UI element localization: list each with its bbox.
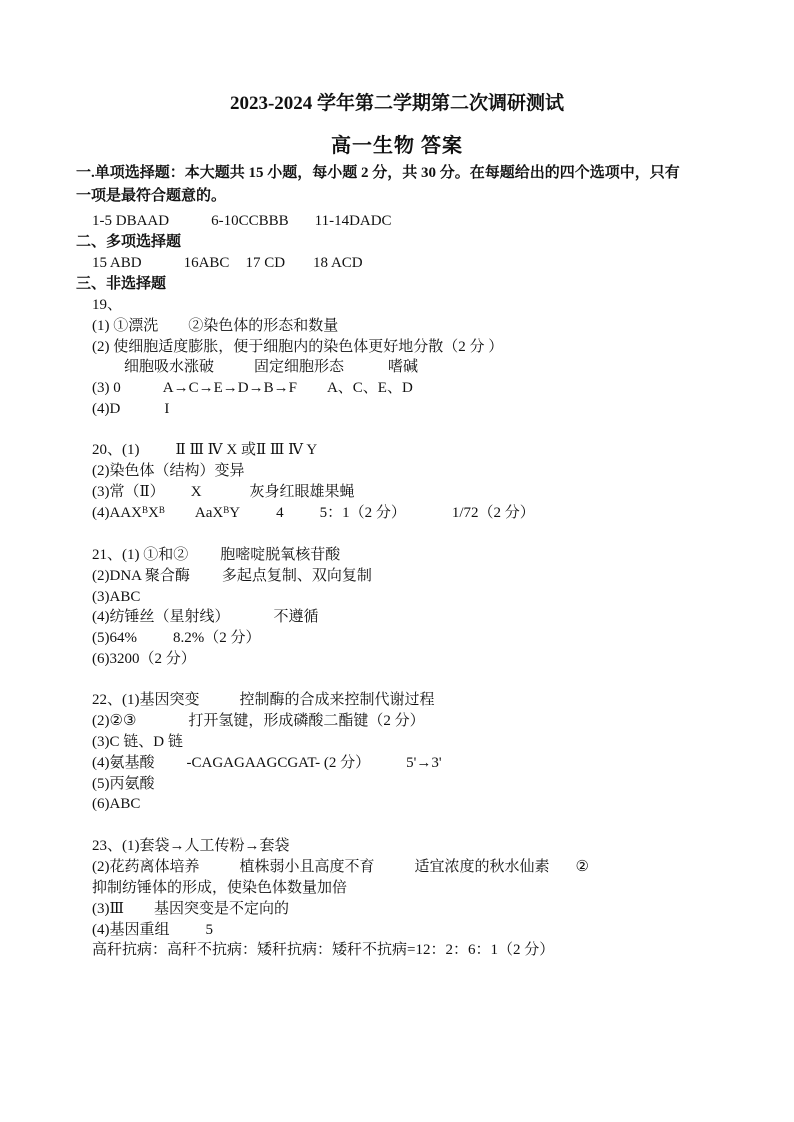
q19-answer-2-cont [124,358,418,376]
answer-part: 适宜浓度的秋水仙素 [414,859,550,875]
answer-part: ②染色体的形态和数量 [188,318,339,334]
answer-group: 17 CD [245,255,286,271]
answer-part: (3) 0 [92,380,121,396]
q23-answer-1: 23、(1)套袋→人工传粉→套袋 [92,838,290,854]
answer-group: 11-14DADC [314,213,392,229]
section2-heading: 二、多项选择题 [76,234,182,250]
q19-number: 19、 [92,297,123,313]
q22-answer-4 [92,754,442,772]
answer-part: (3)常（Ⅱ） [92,484,165,500]
q19-answer-3 [92,379,413,397]
q21-answer-6: (6)3200（2 分） [92,651,196,667]
answer-part: (2)花药离体培养 [92,859,200,875]
answer-part: 细胞吸水涨破 [124,359,215,375]
section3-heading: 三、非选择题 [76,276,167,292]
q22-answer-3: (3)C 链、D 链 [92,734,183,750]
q22-answer-5: (5)丙氨酸 [92,776,155,792]
answer-part: (2)DNA 聚合酶 [92,568,190,584]
q23-answer-2 [92,858,589,876]
answer-part: 固定细胞形态 [254,359,345,375]
q20-answer-2: (2)染色体（结构）变异 [92,463,245,479]
q21-answer-5 [92,629,261,647]
answer-part: A→C→E→D→B→F [162,380,297,396]
answer-part: ② [575,859,589,875]
answer-part: 嗜碱 [388,359,419,375]
answer-part: X [190,484,202,500]
answer-part: 21、(1) ①和② [92,547,189,563]
answer-part: (1) ①漂洗 [92,318,159,334]
q19-answer-2: (2) 使细胞适度膨胀，便于细胞内的染色体更好地分散（2 分 ） [92,339,504,355]
answer-part: 5：1（2 分） [319,505,406,521]
q21-answer-1 [92,546,340,564]
q23-answer-4 [92,921,213,939]
section2-answers [92,254,363,272]
answer-group: 18 ACD [313,255,363,271]
q21-answer-2 [92,567,372,585]
q21-answer-3: (3)ABC [92,589,141,605]
q22-answer-6: (6)ABC [92,796,141,812]
genotype-2: AaX$^B$Y [194,505,241,521]
document-title: 2023-2024 学年第二学期第二次调研测试 [229,93,565,114]
answer-part: 20、(1) [92,442,140,458]
q23-answer-2-cont: 抑制纺锤体的形成，使染色体数量加倍 [92,880,348,896]
q23-answer-4-ratio: 高秆抗病：高秆不抗病：矮秆抗病：矮秆不抗病=12：2：6：1（2 分） [92,942,555,958]
q23-answer-3 [92,900,289,918]
answer-part: 不遵循 [273,609,319,625]
answer-part: (4)基因重组 [92,922,170,938]
answer-part: 基因突变是不定向的 [153,901,289,917]
answer-part: 灰身红眼雄果蝇 [249,484,355,500]
section1-answers [92,212,392,230]
answer-part: (4)D [92,401,121,417]
answer-part: I [164,401,170,417]
answer-part: 打开氢键，形成磷酸二酯键（2 分） [188,713,425,729]
answer-part: 控制酶的合成来控制代谢过程 [239,692,435,708]
answer-part: 1/72（2 分） [451,505,535,521]
q22-answer-2 [92,712,425,730]
answer-part: (5)64% [92,630,137,646]
answer-part: (4)纺锤丝（星射线） [92,609,230,625]
answer-part: (3)Ⅲ [92,901,124,917]
answer-part: -CAGAGAAGCGAT- (2 分） [186,755,371,771]
answer-part: Ⅱ Ⅲ Ⅳ X 或Ⅱ Ⅲ Ⅳ Y [175,442,318,458]
section1-heading: 一.单项选择题：本大题共 15 小题，每小题 2 分，共 30 分。在每题给出的四个选项中，只有 [76,165,680,181]
q20-answer-1 [92,441,317,459]
q21-answer-4 [92,608,319,626]
answer-part: 5 [205,922,213,938]
q19-answer-4 [92,400,169,418]
answer-part: A、C、E、D [326,380,413,396]
section1-heading-cont: 一项是最符合题意的。 [76,188,227,204]
answer-part: 8.2%（2 分） [173,630,261,646]
answer-part: (4)氨基酸 [92,755,155,771]
q20-answer-4 [92,504,535,522]
answer-part: (2)②③ [92,713,137,729]
answer-group: 15 ABD [92,255,142,271]
answer-part: 植株弱小且高度不育 [239,859,375,875]
q20-answer-3 [92,483,355,501]
document-subtitle: 高一生物 答案 [331,135,463,157]
answer-part: 胞嘧啶脱氧核苷酸 [220,547,341,563]
q22-answer-1 [92,691,435,709]
answer-group: 6-10CCBBB [211,213,289,229]
answer-part: 5'→3' [406,755,442,771]
q19-answer-1 [92,317,338,335]
answer-group: 1-5 DBAAD [92,213,170,229]
answer-part: 4 [276,505,284,521]
answer-part: 多起点复制、双向复制 [221,568,372,584]
answer-group: 16ABC [183,255,230,271]
genotype-1: $(4)AAX^BX^B$ [92,505,165,521]
answer-part: 22、(1)基因突变 [92,692,200,708]
